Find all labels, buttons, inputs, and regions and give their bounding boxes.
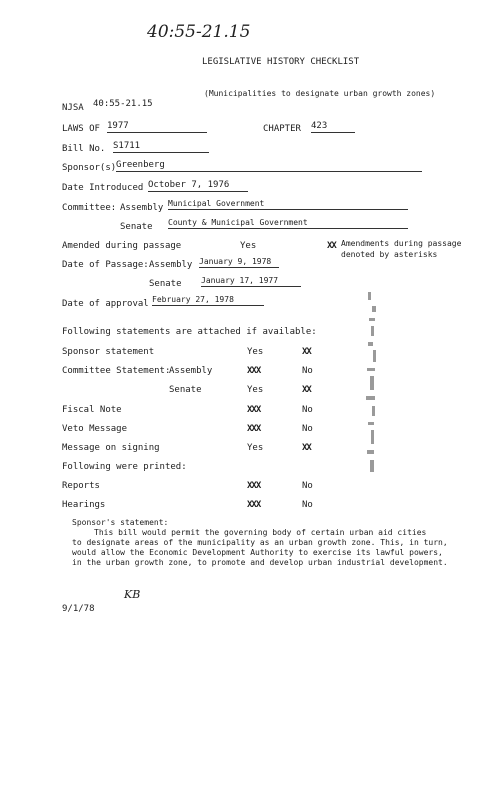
- row-col1: XXX: [247, 424, 261, 434]
- row-col1: XXX: [247, 500, 261, 510]
- sponsor-value: Greenberg: [116, 160, 422, 172]
- row-label: Sponsor statement: [62, 347, 155, 357]
- row-col1: XXX: [247, 366, 261, 376]
- passage-senate-label: Senate: [149, 279, 182, 289]
- njsa-value: 40:55-21.15: [93, 99, 153, 109]
- sponsor-label: Sponsor(s): [62, 163, 117, 173]
- date-of-passage-label: Date of Passage:: [62, 260, 149, 270]
- row-col2: No: [302, 366, 313, 376]
- laws-of-label: LAWS OF: [62, 124, 100, 134]
- amended-note-line1: Amendments during passage: [341, 239, 462, 248]
- row-col1: Yes: [247, 443, 264, 453]
- committee-senate-label: Senate: [120, 222, 153, 232]
- laws-of-value: 1977: [107, 121, 207, 133]
- sponsor-statement-line: This bill would permit the governing body of certain urban aid cities: [94, 528, 427, 537]
- amended-note-line2: denoted by asterisks: [341, 250, 438, 259]
- row-label: Hearings: [62, 500, 106, 510]
- page-title: LEGISLATIVE HISTORY CHECKLIST: [202, 57, 360, 67]
- passage-assembly-value: January 9, 1978: [199, 257, 279, 268]
- row-col2: No: [302, 500, 313, 510]
- committee-label: Committee:: [62, 203, 117, 213]
- row-col2: No: [302, 424, 313, 434]
- row-col2: No: [302, 405, 313, 415]
- chapter-label: CHAPTER: [263, 124, 301, 134]
- library-stamp: [360, 290, 382, 480]
- sponsor-statement-line: to designate areas of the municipality as an urban growth zone. This, in turn,: [72, 538, 448, 547]
- row-col1: XXX: [247, 481, 261, 491]
- row-label: Fiscal Note: [62, 405, 122, 415]
- row-sub: Senate: [169, 385, 202, 395]
- row-col1: Yes: [247, 385, 264, 395]
- passage-assembly-label: Assembly: [149, 260, 193, 270]
- amended-value: Yes: [240, 241, 257, 251]
- njsa-label: NJSA: [62, 103, 84, 113]
- sponsor-statement-heading: Sponsor's statement:: [72, 518, 169, 527]
- footer-date: 9/1/78: [62, 604, 95, 614]
- date-of-approval-value: February 27, 1978: [152, 295, 264, 306]
- subtitle: (Municipalities to designate urban growth zones): [204, 89, 436, 98]
- attached-heading: Following statements are attached if available:: [62, 327, 317, 337]
- date-introduced-label: Date Introduced: [62, 183, 144, 193]
- row-col1: XXX: [247, 405, 261, 415]
- bill-no-label: Bill No.: [62, 144, 106, 154]
- initials: KB: [124, 588, 141, 601]
- committee-assembly-value: Municipal Government: [168, 199, 408, 210]
- chapter-value: 423: [311, 121, 355, 133]
- committee-assembly-label: Assembly: [120, 203, 164, 213]
- amended-mark: XX: [327, 241, 336, 251]
- row-col2: XX: [302, 385, 311, 395]
- row-col2: XX: [302, 443, 311, 453]
- passage-senate-value: January 17, 1977: [201, 276, 301, 287]
- handwritten-number: 40:55-21.15: [147, 22, 251, 42]
- sponsor-statement-line: in the urban growth zone, to promote and develop urban industrial development.: [72, 558, 448, 567]
- row-label: Reports: [62, 481, 100, 491]
- row-col1: Yes: [247, 347, 264, 357]
- committee-senate-value: County & Municipal Government: [168, 218, 408, 229]
- printed-heading: Following were printed:: [62, 462, 187, 472]
- date-of-approval-label: Date of approval: [62, 299, 149, 309]
- bill-no-value: S1711: [113, 141, 209, 153]
- date-introduced-value: October 7, 1976: [148, 180, 248, 192]
- row-label: Veto Message: [62, 424, 128, 434]
- sponsor-statement-line: would allow the Economic Development Authority to exercise its lawful powers,: [72, 548, 443, 557]
- row-sub: Assembly: [169, 366, 213, 376]
- row-col2: No: [302, 481, 313, 491]
- row-label: Message on signing: [62, 443, 160, 453]
- row-col2: XX: [302, 347, 311, 357]
- row-label: Committee Statement:: [62, 366, 171, 376]
- amended-label: Amended during passage: [62, 241, 182, 251]
